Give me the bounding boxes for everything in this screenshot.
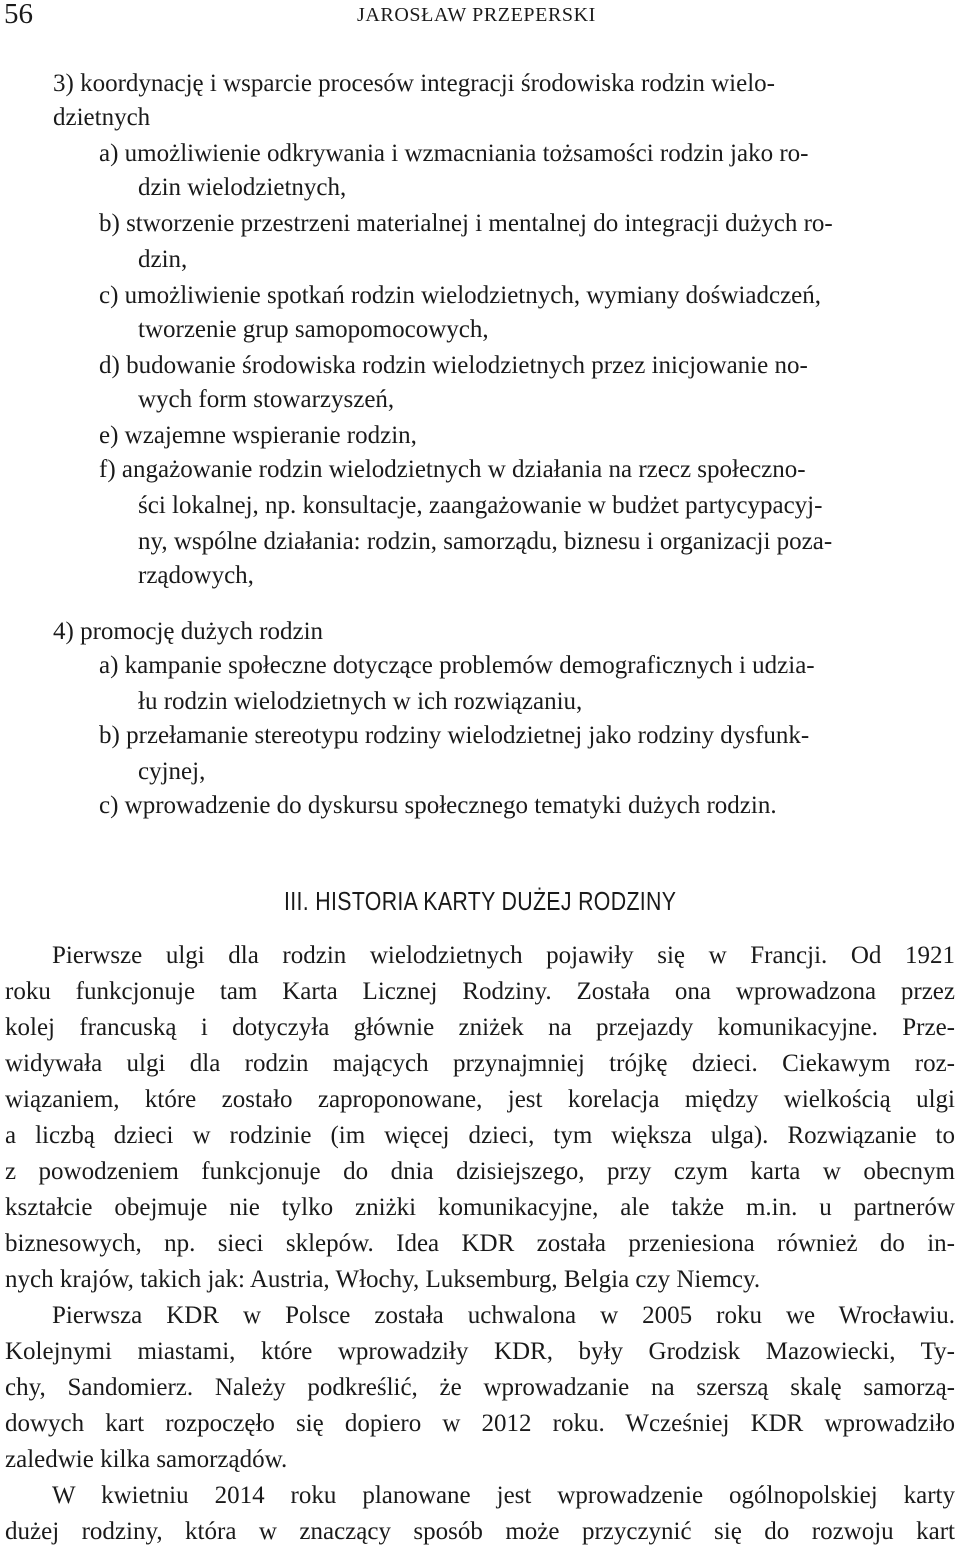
page-number: 56 xyxy=(4,0,33,30)
list-subitem-f-cont: rządowych, xyxy=(138,562,254,589)
paragraph-line: biznesowych, np. sieci sklepów. Idea KDR została przeniesiona również do in- xyxy=(5,1230,955,1257)
paragraph-line: roku funkcjonuje tam Karta Licznej Rodziny. Została ona wprowadzona przez xyxy=(5,978,955,1005)
paragraph-line: widywała ulgi dla rodzin mających przynajmniej trójkę dzieci. Ciekawym roz- xyxy=(5,1050,955,1077)
list-item-3: 3) koordynację i wsparcie procesów integracji środowiska rodzin wielo- xyxy=(53,70,775,97)
list-subitem-e: e) wzajemne wspieranie rodzin, xyxy=(99,422,417,449)
list-subitem-d-cont: wych form stowarzyszeń, xyxy=(138,386,395,413)
paragraph-line: dużej rodziny, która w znaczący sposób może przyczynić się do rozwoju kart xyxy=(5,1518,955,1545)
paragraph-line: Pierwsza KDR w Polsce została uchwalona w 2005 roku we Wrocławiu. xyxy=(52,1302,955,1329)
list-item-3-cont: dzietnych xyxy=(53,104,151,131)
running-head: JAROSŁAW PRZEPERSKI xyxy=(357,4,596,26)
list-subitem-a-cont: łu rodzin wielodzietnych w ich rozwiązaniu, xyxy=(138,688,583,715)
list-subitem-d: d) budowanie środowiska rodzin wielodzietnych przez inicjowanie no- xyxy=(99,352,808,379)
paragraph-line: z powodzeniem funkcjonuje do dnia dzisiejszego, przy czym karta w obecnym xyxy=(5,1158,955,1185)
list-subitem-a: a) umożliwienie odkrywania i wzmacniania tożsamości rodzin jako ro- xyxy=(99,140,809,167)
paragraph-line: Pierwsze ulgi dla rodzin wielodzietnych pojawiły się w Francji. Od 1921 xyxy=(52,942,955,969)
list-subitem-c: c) wprowadzenie do dyskursu społecznego tematyki dużych rodzin. xyxy=(99,792,777,819)
paragraph-line: a liczbą dzieci w rodzinie (im więcej dzieci, tym większa ulga). Rozwiązanie to xyxy=(5,1122,955,1149)
list-subitem-a-cont: dzin wielodzietnych, xyxy=(138,174,347,201)
list-subitem-f-cont: ści lokalnej, np. konsultacje, zaangażowanie w budżet partycypacyj- xyxy=(138,492,823,519)
paragraph-line: wiązaniem, które zostało zaproponowane, jest korelacja między wielkością ulgi xyxy=(5,1086,955,1113)
list-subitem-f: f) angażowanie rodzin wielodzietnych w działania na rzecz społeczno- xyxy=(99,456,806,483)
list-item-4: 4) promocję dużych rodzin xyxy=(53,618,324,645)
list-subitem-f-cont: ny, wspólne działania: rodzin, samorządu, biznesu i organizacji poza- xyxy=(138,528,833,555)
paragraph-line: Kolejnymi miastami, które wprowadziły KDR, były Grodzisk Mazowiecki, Ty- xyxy=(5,1338,955,1365)
list-subitem-b-cont: cyjnej, xyxy=(138,758,206,785)
section-heading: III. HISTORIA KARTY DUŻEJ RODZINY xyxy=(284,886,677,916)
list-subitem-a: a) kampanie społeczne dotyczące problemów demograficznych i udzia- xyxy=(99,652,815,679)
list-subitem-b-cont: dzin, xyxy=(138,246,188,273)
paragraph-line: zaledwie kilka samorządów. xyxy=(5,1446,288,1473)
paragraph-line: kształcie obejmuje nie tylko zniżki komunikacyjne, ale także m.in. u partnerów xyxy=(5,1194,955,1221)
list-subitem-b: b) przełamanie stereotypu rodziny wielodzietnej jako rodziny dysfunk- xyxy=(99,722,810,749)
paragraph-line: nych krajów, takich jak: Austria, Włochy, Luksemburg, Belgia czy Niemcy. xyxy=(5,1266,761,1293)
paragraph-line: chy, Sandomierz. Należy podkreślić, że wprowadzanie na szerszą skalę samorzą- xyxy=(5,1374,955,1401)
list-subitem-b: b) stworzenie przestrzeni materialnej i mentalnej do integracji dużych ro- xyxy=(99,210,833,237)
list-subitem-c: c) umożliwienie spotkań rodzin wielodzietnych, wymiany doświadczeń, xyxy=(99,282,822,309)
paragraph-line: W kwietniu 2014 roku planowane jest wprowadzenie ogólnopolskiej karty xyxy=(52,1482,955,1509)
paragraph-line: dowych kart rozpoczęło się dopiero w 2012 roku. Wcześniej KDR wprowadziło xyxy=(5,1410,955,1437)
list-subitem-c-cont: tworzenie grup samopomocowych, xyxy=(138,316,489,343)
paragraph-line: kolej francuską i dotyczyła głównie zniżek na przejazdy komunikacyjne. Prze- xyxy=(5,1014,955,1041)
